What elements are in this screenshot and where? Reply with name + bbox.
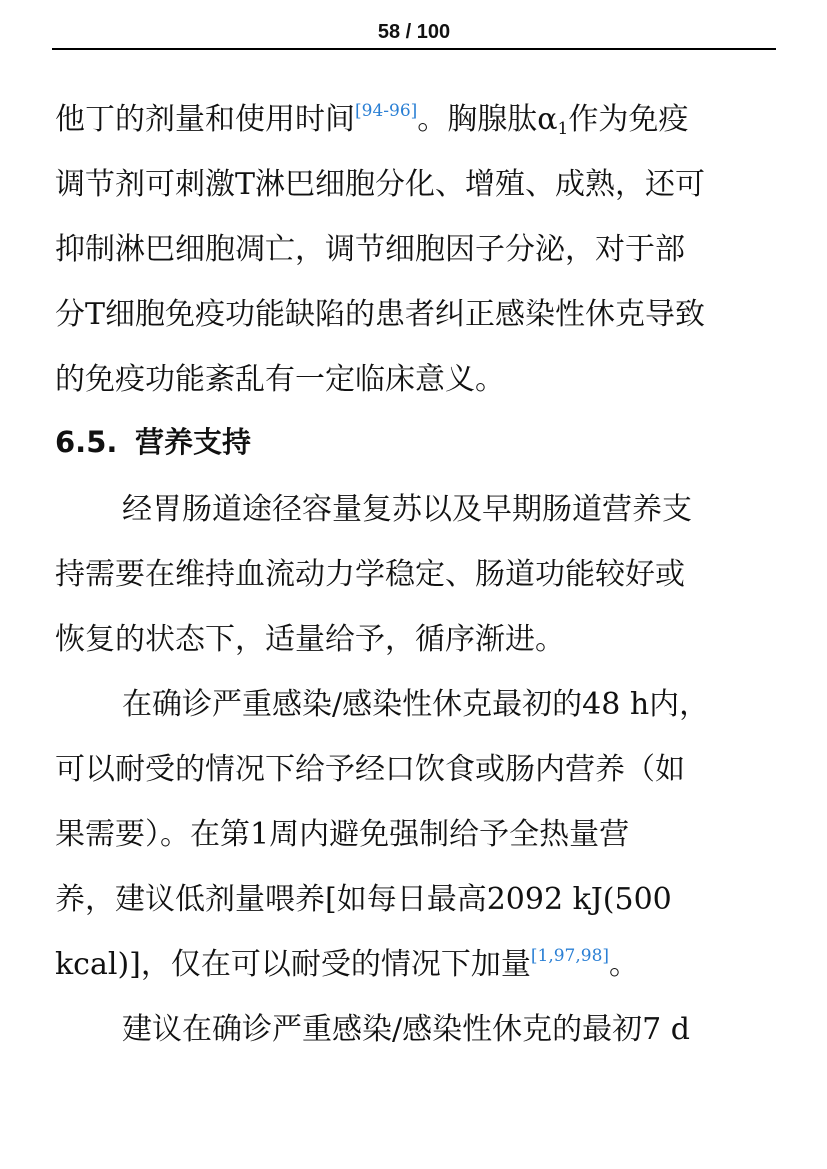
body-text-line: 持需要在维持血流动力学稳定、肠道功能较好或	[55, 557, 685, 592]
body-text-line: 果需要）。在第1周内避免强制给予全热量营	[55, 817, 630, 852]
body-text: 作为免疫	[568, 102, 689, 137]
header-divider	[52, 48, 776, 50]
body-text-line	[55, 945, 639, 985]
body-text-line: 抑制淋巴细胞凋亡，调节细胞因子分泌，对于部	[55, 232, 685, 267]
body-text-line: 建议在确诊严重感染/感染性休克的最初7 d	[122, 1012, 690, 1047]
body-text: 。	[609, 947, 640, 982]
subscript: 1	[557, 119, 569, 139]
section-number: 6.5.	[55, 425, 118, 459]
page-number-indicator: 58 / 100	[377, 21, 451, 43]
body-text-line: 在确诊严重感染/感染性休克最初的48 h内，	[122, 687, 710, 722]
body-text-line: 的免疫功能紊乱有一定临床意义。	[55, 362, 505, 397]
section-title: 营养支持	[135, 425, 252, 459]
citation-link[interactable]: [94-96]	[355, 101, 418, 121]
body-text: 。胸腺肽α	[417, 102, 558, 137]
body-text-line: 可以耐受的情况下给予经口饮食或肠内营养（如	[55, 752, 685, 787]
body-text-line: 调节剂可刺激T淋巴细胞分化、增殖、成熟，还可	[55, 167, 706, 202]
body-text-line: 恢复的状态下，适量给予，循序渐进。	[55, 622, 565, 657]
body-text: 他丁的剂量和使用时间	[55, 102, 355, 137]
body-text-line: 分T细胞免疫功能缺陷的患者纠正感染性休克导致	[55, 297, 706, 332]
citation-link[interactable]: [1,97,98]	[530, 946, 610, 966]
body-text: kcal)]，仅在可以耐受的情况下加量	[55, 947, 531, 982]
body-text-line: 经胃肠道途径容量复苏以及早期肠道营养支	[122, 492, 692, 527]
section-heading	[55, 422, 251, 462]
body-text-line	[55, 100, 688, 140]
body-text-line: 养，建议低剂量喂养[如每日最高2092 kJ(500	[55, 882, 672, 917]
